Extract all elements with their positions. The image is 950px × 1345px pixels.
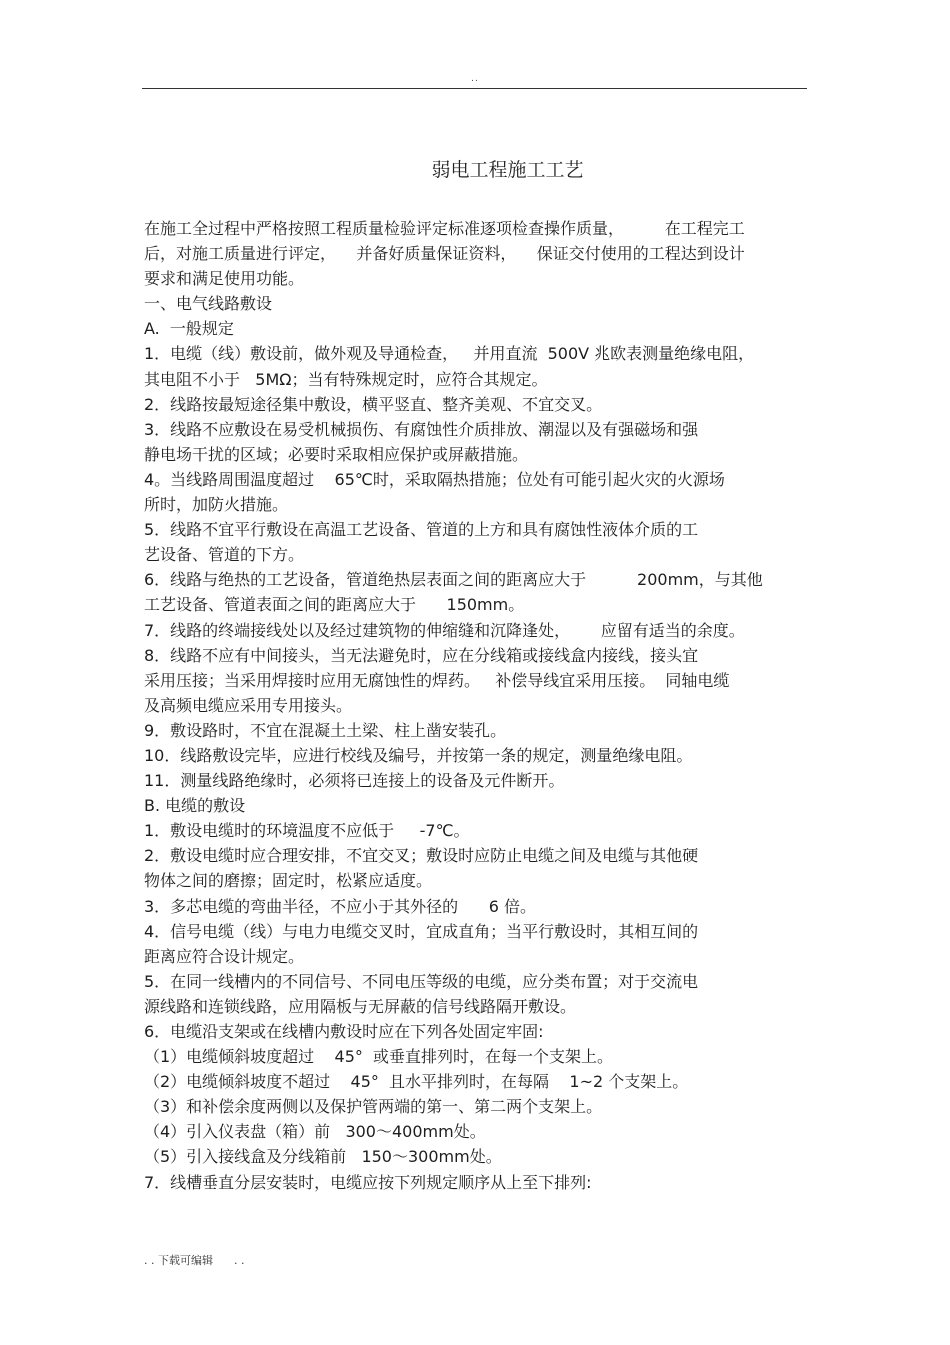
body-line: 物体之间的磨擦；固定时，松紧应适度。: [144, 871, 433, 891]
body-line: 8．线路不应有中间接头，当无法避免时，应在分线箱或接线盒内接线，接头宜: [144, 645, 699, 665]
subsection-heading: A. 一般规定: [144, 319, 234, 339]
body-line: 4．信号电缆（线）与电力电缆交叉时，宜成直角；当平行敷设时，其相互间的: [144, 921, 699, 941]
body-line: 所时，加防火措施。: [144, 495, 289, 515]
body-line: 3．多芯电缆的弯曲半径，不应小于其外径的 6 倍。: [144, 896, 536, 916]
body-line: 4。当线路周围温度超过 65℃时，采取隔热措施；位处有可能引起火灾的火源场: [144, 469, 725, 489]
header-rule: [142, 88, 807, 89]
body-line: 10．线路敷设完毕，应进行校线及编号，并按第一条的规定，测量绝缘电阻。: [144, 745, 693, 765]
body-line: （3）和补偿余度两侧以及保护管两端的第一、第二两个支架上。: [144, 1097, 603, 1117]
body-line: 要求和满足使用功能。: [144, 269, 305, 289]
body-line: 1．电缆（线）敷设前，做外观及导通检查， 并用直流 500V 兆欧表测量绝缘电阻，: [144, 344, 755, 364]
body-line: 其电阻不小于 5MΩ；当有特殊规定时，应符合其规定。: [144, 369, 548, 389]
body-line: 5．在同一线槽内的不同信号、不同电压等级的电缆，应分类布置；对于交流电: [144, 971, 699, 991]
body-line: 及高频电缆应采用专用接头。: [144, 695, 353, 715]
body-line: 3．线路不应敷设在易受机械损伤、有腐蚀性介质排放、潮湿以及有强磁场和强: [144, 419, 699, 439]
section-heading: 一、电气线路敷设: [144, 294, 273, 314]
body-line: 5．线路不宜平行敷设在高温工艺设备、管道的上方和具有腐蚀性液体介质的工: [144, 520, 699, 540]
body-line: 7．线路的终端接线处以及经过建筑物的伸缩缝和沉降逢处， 应留有适当的余度。: [144, 620, 745, 640]
body-line: 1．敷设电缆时的环境温度不应低于 -7℃。: [144, 821, 470, 841]
body-line: 11．测量线路绝缘时，必须将已连接上的设备及元件断开。: [144, 771, 565, 791]
body-line: （2）电缆倾斜坡度不超过 45° 且水平排列时，在每隔 1~2 个支架上。: [144, 1072, 689, 1092]
body-line: 采用压接；当采用焊接时应用无腐蚀性的焊药。 补偿导线宜采用压接。 同轴电缆: [144, 670, 730, 690]
document-title: 弱电工程施工工艺: [431, 159, 584, 181]
body-line: 源线路和连锁线路，应用隔板与无屏蔽的信号线路隔开敷设。: [144, 996, 577, 1016]
body-line: （5）引入接线盒及分线箱前 150～300mm处。: [144, 1147, 502, 1167]
body-line: 工艺设备、管道表面之间的距离应大于 150mm。: [144, 595, 525, 615]
body-line: （4）引入仪表盘（箱）前 300～400mm处。: [144, 1122, 486, 1142]
body-line: 在施工全过程中严格按照工程质量检验评定标准逐项检查操作质量， 在工程完工: [144, 219, 745, 238]
body-line: （1）电缆倾斜坡度超过 45° 或垂直排列时，在每一个支架上。: [144, 1047, 614, 1067]
body-line: 艺设备、管道的下方。: [144, 545, 305, 565]
body-line: 9．敷设路时，不宜在混凝土土梁、柱上凿安装孔。: [144, 720, 507, 740]
body-line: 后，对施工质量进行评定， 并备好质量保证资料， 保证交付使用的工程达到设计: [144, 244, 745, 264]
body-line: 距离应符合设计规定。: [144, 946, 305, 966]
body-line: 静电场干扰的区域；必要时采取相应保护或屏蔽措施。: [144, 444, 529, 464]
body-line: 7．线槽垂直分层安装时，电缆应按下列规定顺序从上至下排列:: [144, 1172, 592, 1192]
body-line: 6．电缆沿支架或在线槽内敷设时应在下列各处固定牢固:: [144, 1022, 544, 1041]
footer-note: . . 下载可编辑 . .: [144, 1254, 245, 1267]
header-mark: ..: [471, 74, 479, 84]
body-line: 2．敷设电缆时应合理安排，不宜交叉；敷设时应防止电缆之间及电缆与其他硬: [144, 846, 699, 866]
subsection-heading: B. 电缆的敷设: [144, 796, 246, 816]
body-line: 2．线路按最短途径集中敷设，横平竖直、整齐美观、不宜交叉。: [144, 394, 603, 414]
body-line: 6．线路与绝热的工艺设备，管道绝热层表面之间的距离应大于 200mm，与其他: [144, 570, 763, 590]
document-body: [144, 216, 809, 1195]
